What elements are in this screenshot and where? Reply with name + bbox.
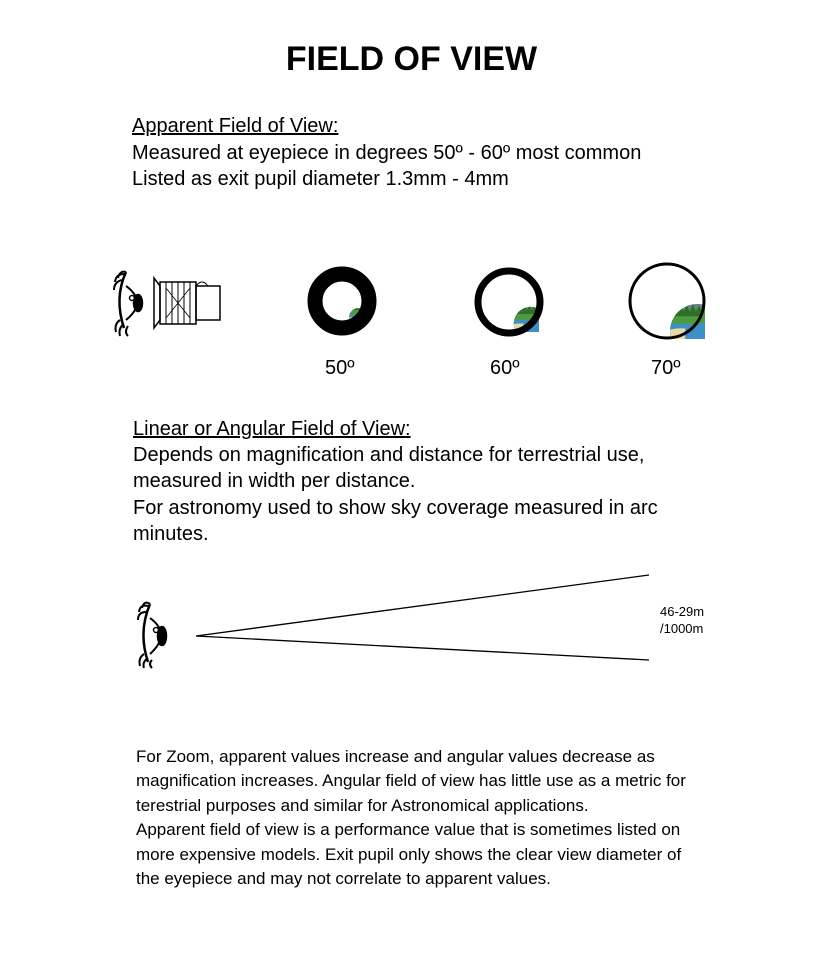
eyepiece-icon [154,278,220,328]
note-line-2: magnification increases. Angular field of view has little use as a metric for [136,771,686,790]
linear-fov-line-3: For astronomy used to show sky coverage measured in arc [133,497,658,519]
linear-fov-line-4: minutes. [133,523,209,545]
note-line-6: the eyepiece and may not correlate to apparent values. [136,869,551,888]
label-50-degree: 50º [325,357,355,379]
note-line-4: Apparent field of view is a performance value that is sometimes listed on [136,820,681,839]
eye-with-eyepiece-illustration [112,268,227,338]
view-70-degree [627,261,707,341]
linear-fov-heading: Linear or Angular Field of View: [133,418,411,440]
cone-width-label: 46-29m [660,604,705,619]
apparent-fov-heading: Apparent Field of View: [132,115,339,137]
label-70-degree: 70º [651,357,681,379]
linear-fov-line-1: Depends on magnification and distance for terrestrial use, [133,444,645,466]
view-50-degree [306,265,378,337]
linear-fov-line-2: measured in width per distance. [133,470,416,492]
field-of-view-cone-diagram [136,598,656,668]
cone-distance-label: /1000m [660,621,704,636]
apparent-fov-line-1: Measured at eyepiece in degrees 50º - 60º most common [132,142,642,164]
apparent-fov-line-2: Listed as exit pupil diameter 1.3mm - 4mm [132,168,509,190]
view-60-degree [473,266,545,338]
note-line-3: terestrial purposes and similar for Astronomical applications. [136,796,589,815]
view-cone-lines [196,575,649,660]
eye-icon [114,272,142,336]
eye-icon [138,603,166,668]
page-title: FIELD OF VIEW [285,40,538,78]
label-60-degree: 60º [490,357,520,379]
note-line-1: For Zoom, apparent values increase and angular values decrease as [136,747,655,766]
note-line-5: more expensive models. Exit pupil only shows the clear view diameter of [136,845,682,864]
